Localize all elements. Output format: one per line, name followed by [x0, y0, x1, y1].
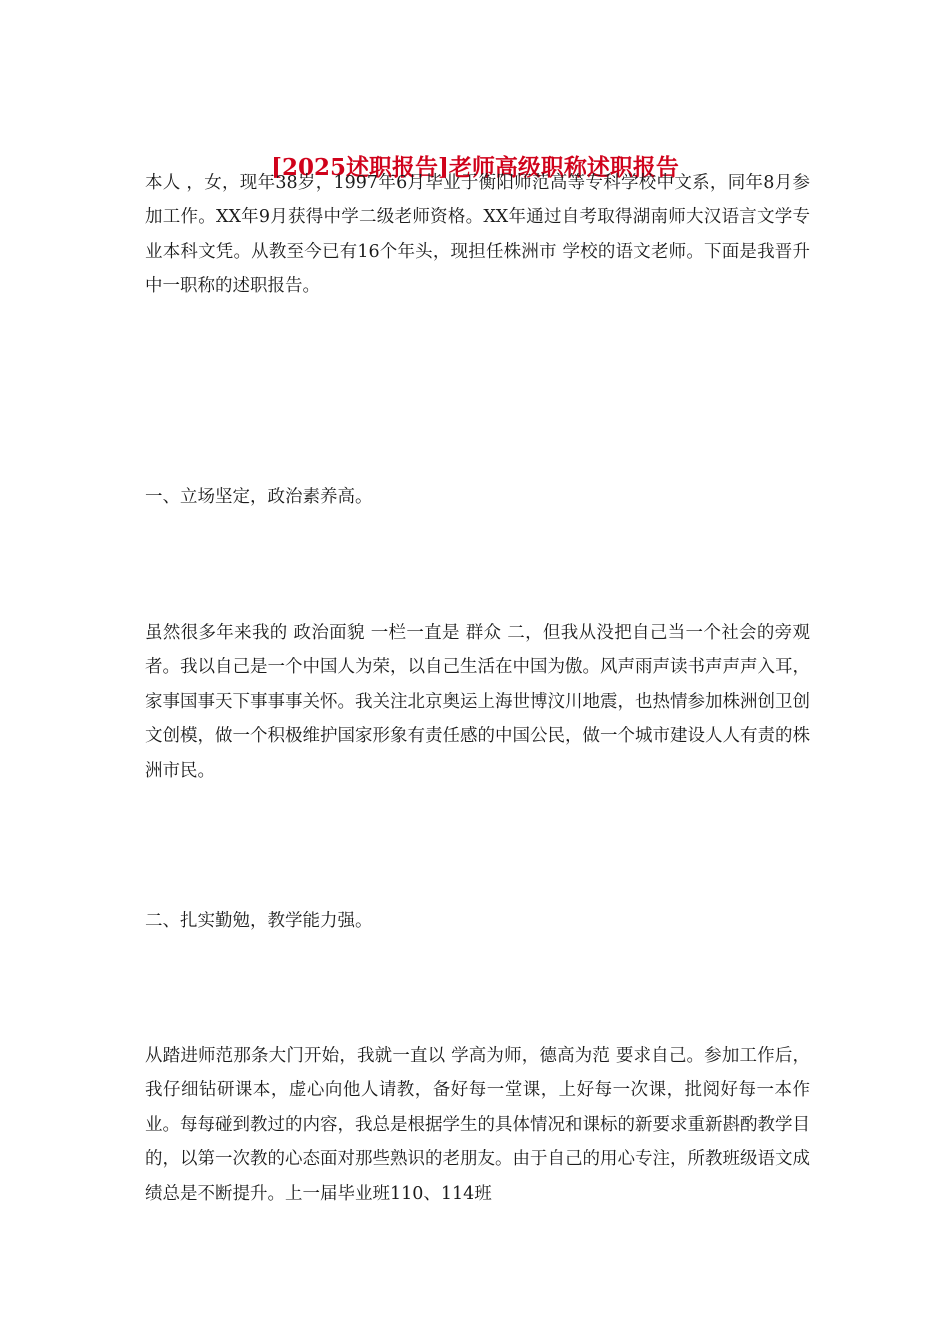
intro-paragraph: 本人 ，女，现年38岁，1997年6月毕业于衡阳师范高等专科学校中文系，同年8月参加工作。XX年9月获得中学二级老师资格。XX年通过自考取得湖南师大汉语言文学专业本科文凭。从教至今已有16个年头，现担任株洲市 学校的语文老师。下面是我晋升中一职称的述职报告。	[145, 173, 810, 297]
document-title: [2025述职报告]老师高级职称述职报告	[271, 154, 679, 181]
section-heading-2: 二、扎实勤勉，教学能力强。	[145, 911, 373, 931]
section-heading-1: 一、立场坚定，政治素养高。	[145, 487, 373, 507]
section-body-1: 虽然很多年来我的 政治面貌 一栏一直是 群众 二，但我从没把自己当一个社会的旁观者。我以自己是一个中国人为荣，以自己生活在中国为傲。风声雨声读书声声声入耳，家事国事天下事事事关怀。我关注北京奥运上海世博汶川地震，也热情参加株洲创卫创文创模，做一个积极维护国家形象有责任感的中国公民，做一个城市建设人人有责的株洲市民。	[145, 623, 810, 781]
section-body-2: 从踏进师范那条大门开始，我就一直以 学高为师，德高为范 要求自己。参加工作后，我仔细钻研课本，虚心向他人请教，备好每一堂课，上好每一次课，批阅好每一本作业。每每碰到教过的内容，我总是根据学生的具体情况和课标的新要求重新斟酌教学目的，以第一次教的心态面对那些熟识的老朋友。由于自己的用心专注，所教班级语文成绩总是不断提升。上一届毕业班110、114班	[145, 1046, 810, 1204]
